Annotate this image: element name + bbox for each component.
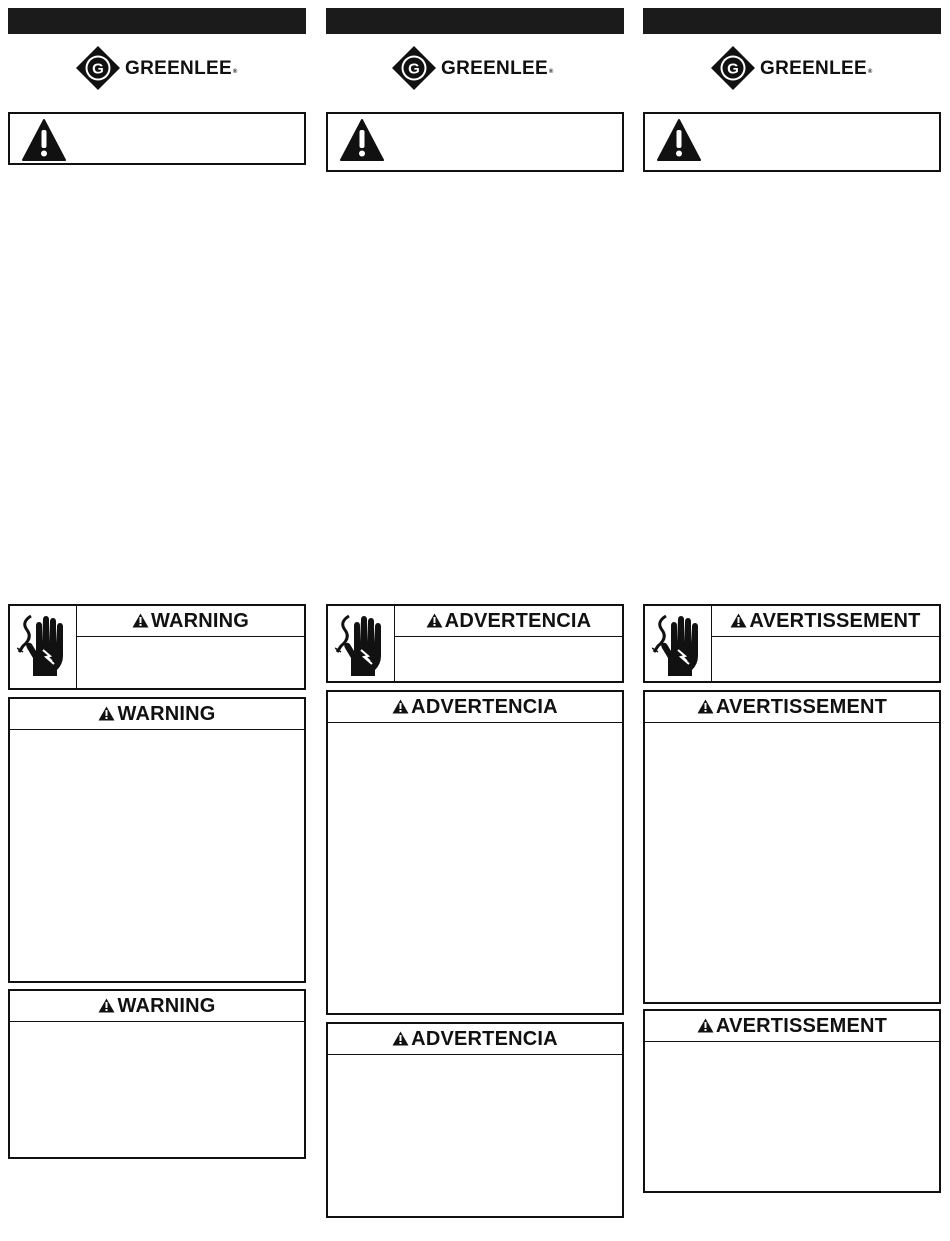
header-bar — [8, 8, 306, 34]
safety-alert-box — [643, 112, 941, 172]
warning-triangle-icon — [697, 699, 714, 714]
warning-box — [8, 989, 306, 1159]
greenlee-logo-icon — [711, 46, 755, 90]
shock-warning-box — [8, 604, 306, 690]
shock-warning-heading: AVERTISSEMENT — [712, 606, 939, 637]
warning-triangle-icon — [392, 1031, 409, 1046]
warning-heading: AVERTISSEMENT — [645, 692, 939, 723]
brand-logo — [326, 40, 624, 94]
brand-name: GREENLEE® — [125, 58, 238, 79]
warning-heading: ADVERTENCIA — [328, 692, 622, 723]
safety-alert-box — [326, 112, 624, 172]
warning-heading: WARNING — [10, 991, 304, 1022]
warning-box — [643, 1009, 941, 1193]
warning-triangle-icon — [697, 1018, 714, 1033]
header-bar — [326, 8, 624, 34]
warning-heading: AVERTISSEMENT — [645, 1011, 939, 1042]
brand-logo — [8, 40, 306, 94]
shock-warning-box — [643, 604, 941, 683]
warning-triangle-icon — [426, 613, 443, 628]
svg-text:G: G — [727, 60, 739, 78]
warning-heading: ADVERTENCIA — [328, 1024, 622, 1055]
electric-shock-hand-icon — [652, 612, 704, 678]
warning-box — [326, 690, 624, 1015]
warning-triangle-icon — [392, 699, 409, 714]
warning-triangle-icon — [657, 118, 701, 162]
electric-shock-hand-icon — [335, 612, 387, 678]
warning-triangle-icon — [22, 118, 66, 162]
warning-box — [643, 690, 941, 1004]
warning-triangle-icon — [340, 118, 384, 162]
column-spanish — [326, 8, 624, 1050]
shock-icon-cell — [645, 606, 712, 681]
shock-icon-cell — [10, 606, 77, 688]
svg-text:G: G — [408, 60, 420, 78]
greenlee-logo-icon — [392, 46, 436, 90]
greenlee-logo-icon — [76, 46, 120, 90]
warning-triangle-icon — [730, 613, 747, 628]
electric-shock-hand-icon — [17, 612, 69, 678]
column-english — [8, 8, 306, 1017]
warning-box — [8, 697, 306, 983]
header-bar — [643, 8, 941, 34]
brand-name: GREENLEE® — [441, 58, 554, 79]
column-french — [643, 8, 941, 1037]
shock-warning-heading: ADVERTENCIA — [395, 606, 622, 637]
warning-box — [326, 1022, 624, 1218]
warning-heading: WARNING — [10, 699, 304, 730]
svg-text:G: G — [92, 60, 104, 78]
shock-icon-cell — [328, 606, 395, 681]
brand-logo — [643, 40, 941, 94]
shock-warning-box — [326, 604, 624, 683]
warning-triangle-icon — [132, 613, 149, 628]
brand-name: GREENLEE® — [760, 58, 873, 79]
safety-alert-box — [8, 112, 306, 165]
shock-warning-heading: WARNING — [77, 606, 304, 637]
warning-triangle-icon — [98, 998, 115, 1013]
warning-triangle-icon — [98, 706, 115, 721]
